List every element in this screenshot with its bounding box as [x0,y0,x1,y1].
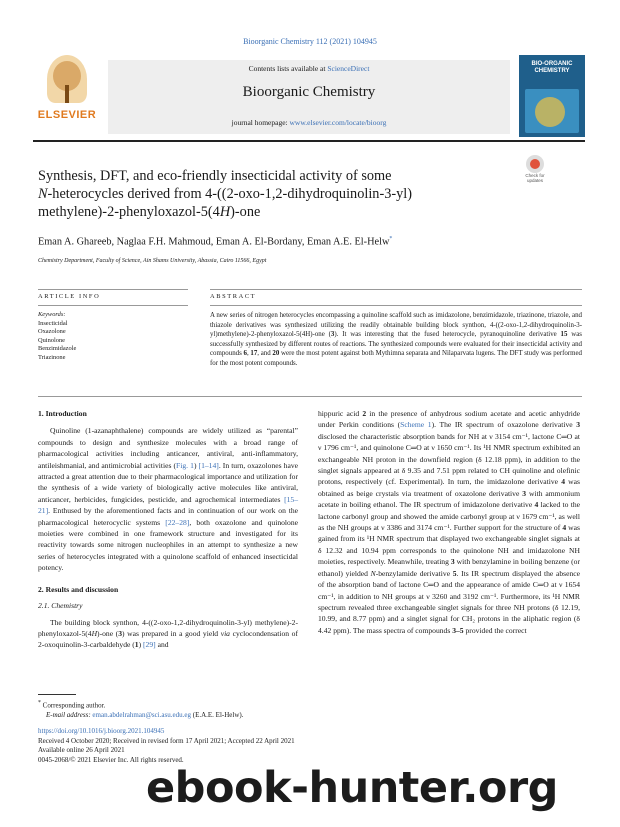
keyword: Benzimidazole [38,345,77,353]
elsevier-logo[interactable] [33,55,101,133]
author-email-link[interactable]: eman.abdelrahman@sci.asu.edu.eg [92,711,191,720]
publication-info [38,727,418,765]
keyword: Quinolone [38,336,65,344]
cover-title: BIO-ORGANIC CHEMISTRY [531,61,573,74]
contents-line: Contents lists available at ScienceDirect [248,64,370,73]
received-dates: Received 4 October 2020; Received in revised form 17 April 2021; Accepted 22 April 2021 [38,736,295,745]
chemistry-continued-paragraph: hippuric acid 2 in the presence of anhydrous sodium acetate and acetic anhydride under Perkin conditions (Scheme 1). The IR spectrum of oxazolone derivative 3 disclosed the characteristic absorption bands for NH at ν 3154 cm⁻¹, lactone C═O at ν 1796 cm⁻¹, and quinolone C═O at ν 1650 cm⁻¹. Its ¹H NMR spectrum exhibited an exchangeable NH proton in the downfield region (δ 12.18 ppm), in addition to the singlet signals appeared at δ 9.35 and 7.51 ppm related to CH quinoline and olefinic protons, respectively (cf. Experimental). In turn, the imidazolone derivative 4 was obtained as beige crystals via treatment of oxazolone derivative 3 with ammonium acetate in boiling ethanol. The IR spectrum of imidazolone derivative 4 lacked to the lactone carbonyl group and showed the amide carbonyl group at ν 1679 cm⁻¹, as well as the NH groups at ν 3386 and 3174 cm⁻¹. Further support for the structure of 4 was gained from its ¹H NMR spectrum that displayed two exchangeable singlet signals at δ 12.32 and 10.94 ppm corresponds to the quinolone NH and imidazolone NH moieties, respectively. Meanwhile, treating 3 with benzylamine in boiling benzene (or ethanol) yielded N-benzylamide derivative 5. Its IR spectrum displayed the absence of the absorption band of lactone C═O and the appearance of amide C═O at ν 1654 cm⁻¹, in addition to NH groups at ν 3260 and 3192 cm⁻¹. Furthermore, its ¹H NMR spectrum revealed three exchangeable singlet signals for three NH protons (δ 12.19, 10.99, and 8.77 ppm) and a singlet signal for CH₂ protons in the aliphatic region (δ 4.42 ppm). The mass spectra of compounds 3–5 provided the correct [318,409,581,635]
citation-link[interactable]: [15–21] [38,494,298,516]
keyword: Triazinone [38,353,66,361]
citation-link[interactable]: [29] [143,640,156,650]
keywords-title: Keywords: [38,311,66,318]
article-title: Synthesis, DFT, and eco-friendly insecticidal activity of some N-heterocycles derived from 4-((2-oxo-1,2-dihydroquinolin-3-yl) methylene)-2-phenyloxazol-5(4H)-one [38,168,412,220]
citation-link[interactable]: [22–28] [165,517,190,527]
author-list: Eman A. Ghareeb, Naglaa F.H. Mahmoud, Eman A. El-Bordany, Eman A.E. El-Helw* [38,236,393,248]
header-rule [33,140,585,142]
body-separator [38,396,582,397]
copyright: 0045-2068/© 2021 Elsevier Inc. All rights reserved. [38,755,184,764]
subsection-heading-chemistry: 2.1. Chemistry [38,601,83,611]
body-right-column [318,408,580,636]
journal-title: Bioorganic Chemistry [242,84,376,100]
body-left-column [38,408,298,651]
watermark: ebook-hunter.org [146,763,558,813]
article-info-rule [38,289,188,290]
citation-link[interactable]: [1–14] [198,460,219,470]
homepage-line: journal homepage: www.elsevier.com/locate/bioorg [231,118,387,127]
chemistry-paragraph: The building block synthon, 4-((2-oxo-1,2-dihydroquinolin-3-yl) methylene)-2-phenyloxazol-5(4H)-one (3) was prepared in a good yield via cyclocondensation of 2-oxoquinolin-3-carbaldehyde (1) [29] and [38,617,299,650]
journal-masthead [108,60,510,134]
intro-paragraph: Quinoline (1-azanaphthalene) compounds are widely utilized as “parental” compounds to design and synthesize molecules with a broad range of pharmacological activities including anticancer, antiviral, anti-inflammatory, antileishmanial, and antimicrobial activities (Fig. 1) [1–14]. In turn, oxazolones have attracted a great attention due to their pharmacological importance and utilization for the synthesis of a wide variety of biologically active molecules like antiviral, anticancer, herbicides, fungicides, pesticide, and agrochemical intermediates [15–21]. Enthused by the aforementioned facts and in continuation of our work on the pharmacological heterocyclic systems [22–28], both oxazolone and quinolone moieties were combined in one framework structure and investigated for its reactivity towards some nitrogen nucleophiles in an attempt to synthesize a new series of heterocycles integrated with a quinolone scaffold of enhanced insecticidal potency. [38,426,298,573]
check-for-updates-badge[interactable] [521,155,549,187]
tree-icon [47,55,87,103]
corresponding-author-mark[interactable]: * [389,236,393,242]
available-online: Available online 26 April 2021 [38,746,125,755]
abstract-text: A new series of nitrogen heterocycles encompassing a quinoline scaffold such as imidazolone, benzimidazole, triazinone, triazole, and thiazole derivatives was synthesized utilizing the readily obtainable building block synthon, 4-((2-oxo-1,2-dihydroquinolin-3-yl)methylene)-2-phenyloxazol-5(4H)-one (3). It was interesting that the fused heterocycle, pyranoquinoline derivative 15 was successfully synthesized by different routes of reactions. The synthesized compounds were evaluated for their insecticidal activity and compounds 6, 17, and 20 were the most potent against both Mythimna separata and Nilaparvata lugens. The DFT study was performed for the most potent compounds. [210,312,582,367]
section-heading-results: 2. Results and discussion [38,584,119,594]
doi-link[interactable]: https://doi.org/10.1016/j.bioorg.2021.104945 [38,727,165,735]
journal-cover-thumbnail[interactable] [519,55,585,137]
article-info-heading: ARTICLE INFO [38,293,101,300]
scheme-link[interactable]: Scheme 1 [400,420,432,430]
keywords-block [38,311,188,363]
journal-reference[interactable]: Bioorganic Chemistry 112 (2021) 104945 [243,37,377,46]
crossmark-label: Check for updates [525,173,545,183]
footnote: * Corresponding author. E-mail address: eman.abdelrahman@sci.asu.edu.eg (E.A.E. El-Helw). [38,700,244,720]
keyword: Insecticidal [38,319,68,327]
crossmark-icon [526,155,544,173]
sciencedirect-link[interactable]: ScienceDirect [327,64,370,73]
abstract-rule-2 [210,305,582,306]
cover-artwork [525,89,579,133]
publisher-name: ELSEVIER [37,109,97,121]
article-info-rule-2 [38,305,188,306]
abstract-rule [210,289,582,290]
keyword: Oxazolone [38,328,66,336]
affiliation: Chemistry Department, Faculty of Science, Ain Shams University, Abassia, Cairo 11566, Egypt [38,258,267,264]
footnote-rule [38,694,76,695]
abstract-heading: ABSTRACT [210,293,257,300]
section-heading-introduction: 1. Introduction [38,409,87,418]
figure-link[interactable]: Fig. 1 [176,460,194,470]
journal-homepage-link[interactable]: www.elsevier.com/locate/bioorg [289,118,387,127]
